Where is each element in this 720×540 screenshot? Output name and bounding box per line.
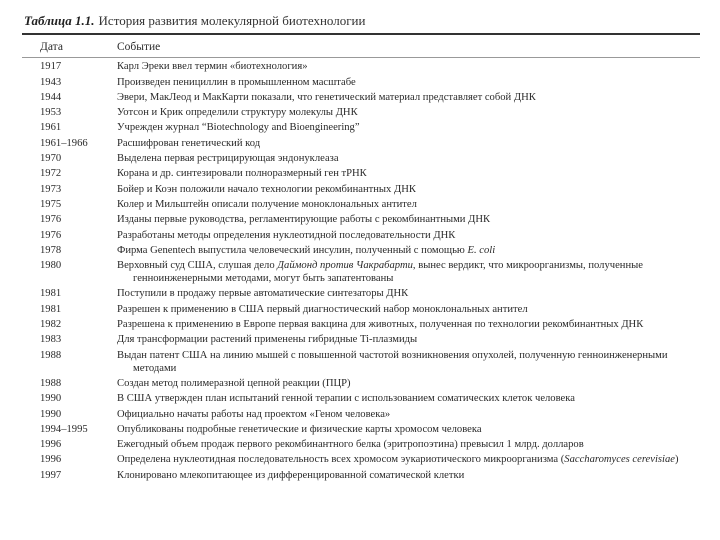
- date-cell: 1983: [40, 334, 62, 346]
- event-text: Колер и Мильштейн описали получение моноклональных антител: [117, 198, 417, 210]
- table-row: [0, 390, 720, 405]
- date-cell: 1990: [40, 408, 62, 420]
- date-cell: 1981: [40, 303, 62, 315]
- event-italic-term: E. coli: [467, 244, 496, 256]
- event-italic-term: Даймонд против Чакрабарти: [277, 260, 413, 272]
- top-rule: [22, 33, 700, 35]
- date-cell: 1990: [40, 393, 62, 405]
- date-cell: 1976: [40, 214, 62, 226]
- table-row: [0, 300, 720, 315]
- event-text: Создан метод полимеразной цепной реакции (ПЦР): [117, 377, 351, 389]
- date-cell: 1996: [40, 454, 62, 466]
- date-cell: 1988: [40, 377, 62, 389]
- table-row: [0, 196, 720, 211]
- date-cell: 1970: [40, 153, 62, 165]
- event-cell: [117, 229, 713, 242]
- event-text: Поступили в продажу первые автоматические синтезаторы ДНК: [117, 288, 409, 300]
- table-row: [0, 134, 720, 149]
- event-cell: [117, 438, 713, 451]
- event-cell: [117, 377, 713, 390]
- event-text-after: ): [674, 454, 679, 466]
- table-row: [0, 73, 720, 88]
- event-cell: [117, 76, 713, 89]
- date-cell: 1961: [40, 122, 62, 134]
- date-cell: 1981: [40, 288, 62, 300]
- table-title: История развития молекулярной биотехнологии: [98, 13, 366, 28]
- date-cell: 1997: [40, 469, 62, 481]
- event-italic-term: Saccharomyces cerevisiae: [564, 454, 675, 466]
- event-text: Эвери, МакЛеод и МакКарти показали, что генетический материал представляет собой ДНК: [117, 91, 536, 103]
- event-cell: [117, 152, 713, 165]
- column-header-date: Дата: [40, 41, 63, 53]
- event-cell: [117, 259, 713, 285]
- event-text: Корана и др. синтезировали полноразмерный ген тРНК: [117, 168, 367, 180]
- table-caption: [24, 13, 365, 29]
- table-body: [0, 58, 720, 482]
- event-text: Разрешен к применению в США первый диагностический набор моноклональных антител: [117, 303, 528, 315]
- date-cell: 1953: [40, 107, 62, 119]
- table-row: [0, 331, 720, 346]
- table-row: [0, 257, 720, 285]
- event-text: Разработаны методы определения нуклеотидной последовательности ДНК: [117, 229, 456, 241]
- event-cell: [117, 287, 713, 300]
- table-row: [0, 405, 720, 420]
- table-row: [0, 285, 720, 300]
- table-row: [0, 58, 720, 73]
- table-row: [0, 165, 720, 180]
- event-text: Расшифрован генетический код: [117, 137, 261, 149]
- event-text: Выдан патент США на линию мышей с повышенной частотой возникновения опухолей, полученную генноинженерными методами: [117, 349, 668, 374]
- event-text: Бойер и Коэн положили начало технологии рекомбинантных ДНК: [117, 183, 416, 195]
- date-cell: 1943: [40, 76, 62, 88]
- event-text: Верховный суд США, слушая дело: [117, 260, 275, 272]
- event-cell: [117, 167, 713, 180]
- table-row: [0, 316, 720, 331]
- event-text: Изданы первые руководства, регламентирующие работы с рекомбинантными ДНК: [117, 214, 491, 226]
- table-row: [0, 226, 720, 241]
- table-row: [0, 104, 720, 119]
- event-text: Официально начаты работы над проектом «Геном человека»: [117, 408, 391, 420]
- table-row: [0, 89, 720, 104]
- event-text: Уотсон и Крик определили структуру молекулы ДНК: [117, 107, 358, 119]
- column-header-event: Событие: [117, 41, 161, 53]
- event-text: Разрешена к применению в Европе первая вакцина для животных, полученная по технологии рекомбинантных ДНК: [117, 319, 644, 331]
- date-cell: 1972: [40, 168, 62, 180]
- event-cell: [117, 349, 713, 375]
- event-text: Произведен пенициллин в промышленном масштабе: [117, 76, 356, 88]
- event-text: Фирма Genentech выпустила человеческий инсулин, полученный с помощью: [117, 244, 465, 256]
- event-text: Выделена первая рестрицирующая эндонуклеаза: [117, 153, 339, 165]
- event-cell: [117, 408, 713, 421]
- event-cell: [117, 91, 713, 104]
- event-cell: [117, 244, 713, 257]
- table-row: [0, 451, 720, 466]
- date-cell: 1988: [40, 349, 62, 361]
- event-text: В США утвержден план испытаний генной терапии с использованием соматических клеток человека: [117, 393, 575, 405]
- event-text-after: , вынес вердикт, что микроорганизмы, полученные генноинженерными методами, могут быть запатентованы: [133, 260, 643, 285]
- event-cell: [117, 106, 713, 119]
- event-cell: [117, 333, 713, 346]
- event-cell: [117, 469, 713, 482]
- event-cell: [117, 453, 713, 466]
- date-cell: 1917: [40, 61, 62, 73]
- event-text: Клонировано млекопитающее из дифференцированной соматической клетки: [117, 469, 465, 481]
- table-row: [0, 375, 720, 390]
- event-cell: [117, 60, 713, 73]
- table-number: Таблица 1.1.: [24, 13, 95, 28]
- table-row: [0, 346, 720, 374]
- event-cell: [117, 423, 713, 436]
- table-row: [0, 436, 720, 451]
- event-text: Учрежден журнал “Biotechnology and Bioengineering”: [117, 122, 360, 134]
- event-text: Опубликованы подробные генетические и физические карты хромосом человека: [117, 423, 482, 435]
- event-cell: [117, 137, 713, 150]
- table-row: [0, 466, 720, 481]
- event-text: Ежегодный объем продаж первого рекомбинантного белка (эритропоэтина) превысил 1 млрд. долларов: [117, 439, 584, 451]
- event-text: Карл Эреки ввел термин «биотехнология»: [117, 61, 308, 73]
- event-cell: [117, 213, 713, 226]
- table-row: [0, 150, 720, 165]
- date-cell: 1961–1966: [40, 137, 88, 149]
- date-cell: 1978: [40, 244, 62, 256]
- date-cell: 1994–1995: [40, 423, 88, 435]
- event-cell: [117, 318, 713, 331]
- date-cell: 1944: [40, 91, 62, 103]
- event-cell: [117, 121, 713, 134]
- date-cell: 1976: [40, 229, 62, 241]
- table-row: [0, 211, 720, 226]
- event-cell: [117, 183, 713, 196]
- table-row: [0, 421, 720, 436]
- table-row: [0, 242, 720, 257]
- date-cell: 1973: [40, 183, 62, 195]
- event-cell: [117, 392, 713, 405]
- date-cell: 1975: [40, 198, 62, 210]
- table-row: [0, 119, 720, 134]
- event-text: Определена нуклеотидная последовательность всех хромосом эукариотического микроорганизма (: [117, 454, 565, 466]
- date-cell: 1980: [40, 260, 62, 272]
- date-cell: 1982: [40, 319, 62, 331]
- table-row: [0, 180, 720, 195]
- event-cell: [117, 303, 713, 316]
- date-cell: 1996: [40, 439, 62, 451]
- event-text: Для трансформации растений применены гибридные Ti-плазмиды: [117, 334, 418, 346]
- event-cell: [117, 198, 713, 211]
